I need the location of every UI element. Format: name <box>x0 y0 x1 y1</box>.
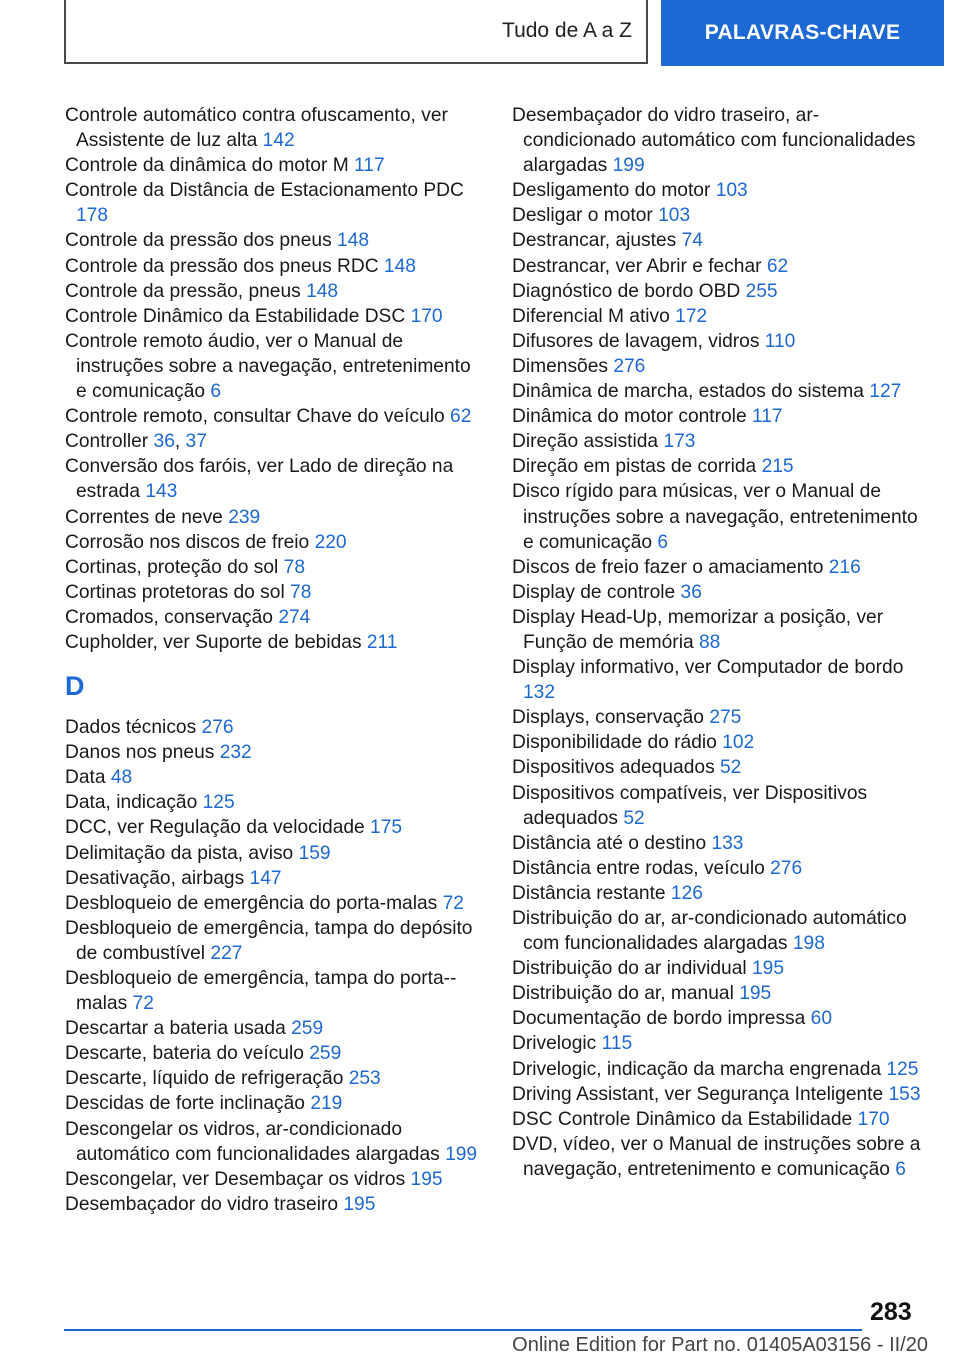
page-link[interactable]: 170 <box>410 305 443 327</box>
page-link[interactable]: 126 <box>670 882 703 904</box>
page-link[interactable]: 159 <box>298 842 331 864</box>
index-entry <box>65 1041 485 1066</box>
index-term: Descarte, líquido de refrigeração <box>65 1068 344 1090</box>
index-term: Displays, conservação <box>512 707 704 729</box>
page-link[interactable]: 253 <box>348 1068 381 1090</box>
header-section-label: Tudo de A a Z <box>502 19 632 42</box>
index-term: Desligar o motor <box>512 205 653 227</box>
page-link[interactable]: 276 <box>613 355 646 377</box>
index-column-left <box>65 103 485 1217</box>
index-term: Danos nos pneus <box>65 742 215 764</box>
index-entry <box>512 1132 932 1182</box>
index-term: Controle da Distância de Estacionamento PDC <box>65 180 464 202</box>
index-entry <box>512 1031 932 1056</box>
index-term: Desembaçador do vidro traseiro <box>65 1193 339 1215</box>
index-entry <box>65 916 485 966</box>
index-entry <box>65 1192 485 1217</box>
page-link[interactable]: 276 <box>770 857 803 879</box>
index-term: Descidas de forte inclinação <box>65 1093 305 1115</box>
page-link[interactable]: 178 <box>76 205 109 227</box>
index-term: Desbloqueio de emergência do porta-malas <box>65 892 438 914</box>
page-link[interactable]: 211 <box>366 631 398 653</box>
index-term: Controle Dinâmico da Estabilidade DSC <box>65 305 406 327</box>
index-entry <box>512 755 932 780</box>
page-link[interactable]: 72 <box>132 993 154 1015</box>
index-entry <box>512 228 932 253</box>
index-entry <box>65 254 485 279</box>
index-entry <box>512 981 932 1006</box>
index-term: Desbloqueio de emergência, tampa do depósito de combustível <box>65 917 473 964</box>
index-term: Controller <box>65 431 149 453</box>
page-link[interactable]: 36 <box>680 581 702 603</box>
page-link[interactable]: 259 <box>291 1018 324 1040</box>
index-term: Display informativo, ver Computador de bordo <box>512 657 904 679</box>
index-term: Correntes de neve <box>65 506 223 528</box>
page-link[interactable]: 143 <box>145 481 178 503</box>
index-term: Controle da pressão, pneus <box>65 280 301 302</box>
index-term: Controle da dinâmica do motor M <box>65 155 349 177</box>
index-entry <box>512 605 932 655</box>
index-term: Cromados, conservação <box>65 606 273 628</box>
page-link[interactable]: 6 <box>657 531 669 553</box>
index-term: Dinâmica de marcha, estados do sistema <box>512 381 864 403</box>
index-entry <box>512 354 932 379</box>
index-entry <box>512 906 932 956</box>
page-link[interactable]: 259 <box>309 1043 342 1065</box>
index-entry <box>65 1091 485 1116</box>
page-link[interactable]: 36 <box>153 431 175 453</box>
index-entry <box>512 1082 932 1107</box>
index-entry <box>65 103 485 153</box>
index-term: Dados técnicos <box>65 717 197 739</box>
page-link[interactable]: 175 <box>370 817 403 839</box>
index-term: Difusores de lavagem, vidros <box>512 330 760 352</box>
page-link[interactable]: 133 <box>711 832 744 854</box>
page-link[interactable]: 74 <box>681 230 703 252</box>
page-number: 283 <box>870 1298 912 1326</box>
keywords-tab-label: PALAVRAS-CHAVE <box>704 21 901 44</box>
index-entry <box>65 765 485 790</box>
index-term: Distância até o destino <box>512 832 707 854</box>
index-term: Dispositivos adequados <box>512 757 715 779</box>
index-term: Delimitação da pista, aviso <box>65 842 294 864</box>
index-term: DVD, vídeo, ver o Manual de instruções sobre a navegação, entretenimento e comunicação <box>512 1133 921 1180</box>
index-term: Disponibilidade do rádio <box>512 732 717 754</box>
index-term: Destrancar, ver Abrir e fechar <box>512 255 762 277</box>
page-link[interactable]: 6 <box>210 381 222 403</box>
index-term: Controle da pressão dos pneus <box>65 230 332 252</box>
index-entry <box>512 956 932 981</box>
page-link[interactable]: 142 <box>262 130 295 152</box>
index-entry <box>512 203 932 228</box>
index-entry <box>65 555 485 580</box>
page-link[interactable]: 170 <box>857 1108 890 1130</box>
index-term: Distância restante <box>512 882 666 904</box>
index-entry <box>65 740 485 765</box>
page-link[interactable]: 215 <box>761 456 794 478</box>
index-term: DCC, ver Regulação da velocidade <box>65 817 365 839</box>
page-link[interactable]: 198 <box>792 933 825 955</box>
page-link[interactable]: 199 <box>445 1143 478 1165</box>
keywords-tab[interactable] <box>661 0 944 66</box>
index-term: Documentação de bordo impressa <box>512 1008 806 1030</box>
page-link[interactable]: 227 <box>210 942 243 964</box>
index-term: Corrosão nos discos de freio <box>65 531 310 553</box>
index-term: Descongelar os vidros, ar-condicionado automático com funcionalidades alargadas <box>65 1118 440 1165</box>
index-term: Controle remoto, consultar Chave do veículo <box>65 406 445 428</box>
index-entry <box>512 329 932 354</box>
page-link[interactable]: 125 <box>202 792 235 814</box>
page-link[interactable]: 232 <box>219 742 252 764</box>
index-list-d <box>65 715 485 1217</box>
section-letter-d: D <box>65 671 85 702</box>
index-entry: Controller 36, 37 <box>65 431 207 453</box>
index-entry <box>512 705 932 730</box>
index-term: Desbloqueio de emergência, tampa do porta--malas <box>65 968 457 1015</box>
page-link[interactable]: 102 <box>722 732 755 754</box>
index-entry <box>65 329 485 404</box>
page-link[interactable]: 275 <box>709 707 742 729</box>
index-term: Controle remoto áudio, ver o Manual de instruções sobre a navegação, entretenimento e comunicação <box>65 330 471 403</box>
index-entry <box>65 279 485 304</box>
index-entry <box>65 1066 485 1091</box>
page-link[interactable]: 115 <box>601 1033 633 1055</box>
index-column-right <box>512 103 932 1182</box>
index-entry <box>65 505 485 530</box>
page-link[interactable]: 216 <box>828 556 861 578</box>
index-term: Display de controle <box>512 581 676 603</box>
page-link[interactable]: 153 <box>888 1083 921 1105</box>
index-entry <box>512 429 932 454</box>
page-link[interactable]: 117 <box>751 406 783 428</box>
page-link[interactable]: 172 <box>675 305 708 327</box>
index-entry <box>65 178 485 228</box>
index-term: Data <box>65 767 106 789</box>
index-entry <box>65 841 485 866</box>
index-term: Descongelar, ver Desembaçar os vidros <box>65 1168 406 1190</box>
index-term: Descarte, bateria do veículo <box>65 1043 304 1065</box>
index-entry <box>65 866 485 891</box>
index-entry <box>512 881 932 906</box>
index-entry <box>512 103 932 178</box>
index-entry <box>512 304 932 329</box>
page-link[interactable]: 37 <box>185 431 207 453</box>
index-term: Destrancar, ajustes <box>512 230 677 252</box>
index-term: Data, indicação <box>65 792 198 814</box>
index-entry <box>512 404 932 429</box>
page-link[interactable]: 219 <box>310 1093 343 1115</box>
footer-edition: Online Edition for Part no. 01405A03156 - II/20 <box>512 1334 928 1356</box>
index-term: Driving Assistant, ver Segurança Inteligente <box>512 1083 884 1105</box>
index-term: Diagnóstico de bordo OBD <box>512 280 741 302</box>
page-link[interactable]: 147 <box>249 867 282 889</box>
page-link[interactable]: 103 <box>658 205 691 227</box>
index-term: Desativação, airbags <box>65 867 245 889</box>
header-section-title <box>64 0 648 64</box>
index-entry <box>65 454 485 504</box>
index-entry <box>512 1006 932 1031</box>
index-entry <box>512 1057 932 1082</box>
index-term: Conversão dos faróis, ver Lado de direção na estrada <box>65 456 454 503</box>
page-link[interactable]: 195 <box>751 958 784 980</box>
page-link[interactable]: 127 <box>869 381 902 403</box>
index-term: Controle da pressão dos pneus RDC <box>65 255 379 277</box>
index-entry <box>65 1167 485 1192</box>
index-entry <box>65 580 485 605</box>
page-link[interactable]: 274 <box>278 606 311 628</box>
index-entry <box>512 781 932 831</box>
index-term: Diferencial M ativo <box>512 305 670 327</box>
index-list-d-continued <box>512 103 932 1182</box>
index-entry <box>65 404 485 429</box>
page-link[interactable]: 195 <box>410 1168 443 1190</box>
index-entry <box>65 228 485 253</box>
index-term: Display Head-Up, memorizar a posição, ver Função de memória <box>512 606 884 653</box>
index-term: Distribuição do ar individual <box>512 958 747 980</box>
index-entry <box>512 730 932 755</box>
index-entry <box>512 178 932 203</box>
page-link[interactable]: 148 <box>306 280 339 302</box>
index-entry <box>65 715 485 740</box>
page-link[interactable]: 148 <box>337 230 370 252</box>
index-term: Descartar a bateria usada <box>65 1018 286 1040</box>
page-link[interactable]: 110 <box>764 330 796 352</box>
index-term: Dimensões <box>512 355 608 377</box>
index-term: Drivelogic <box>512 1033 597 1055</box>
index-entry <box>512 856 932 881</box>
index-entry <box>65 630 485 655</box>
index-term: Dispositivos compatíveis, ver Dispositivos adequados <box>512 782 868 829</box>
index-list-c <box>65 103 485 655</box>
index-entry <box>512 279 932 304</box>
page-link[interactable]: 72 <box>442 892 464 914</box>
page-link[interactable]: 62 <box>766 255 789 277</box>
index-term: Cortinas protetoras do sol <box>65 581 285 603</box>
index-entry <box>512 479 932 554</box>
index-entry <box>512 655 932 705</box>
index-entry <box>65 304 485 329</box>
index-entry <box>65 153 485 178</box>
index-term: Desligamento do motor <box>512 180 711 202</box>
page-link[interactable]: 62 <box>450 406 472 428</box>
page-link[interactable]: 255 <box>745 280 778 302</box>
page-link[interactable]: 78 <box>283 556 305 578</box>
index-entry <box>65 891 485 916</box>
page-link[interactable]: 220 <box>314 531 347 553</box>
page-link[interactable]: 199 <box>612 155 645 177</box>
index-term: Desembaçador do vidro traseiro, ar-condicionado automático com funcionalidades alargadas <box>512 105 916 177</box>
index-term: DSC Controle Dinâmico da Estabilidade <box>512 1108 853 1130</box>
page-link[interactable]: 52 <box>623 807 645 829</box>
index-term: Controle automático contra ofuscamento, ver Assistente de luz alta <box>65 105 448 152</box>
index-term: Direção em pistas de corrida <box>512 456 757 478</box>
page-link[interactable]: 48 <box>110 767 133 789</box>
index-term: Distância entre rodas, veículo <box>512 857 765 879</box>
page-link[interactable]: 60 <box>810 1008 832 1030</box>
page-link[interactable]: 6 <box>895 1158 906 1180</box>
page-link[interactable]: 78 <box>290 581 312 603</box>
index-term: Direção assistida <box>512 431 659 453</box>
index-entry <box>512 454 932 479</box>
index-term: Distribuição do ar, manual <box>512 983 734 1005</box>
page-link[interactable]: 52 <box>720 757 742 779</box>
index-entry <box>65 966 485 1016</box>
index-entry <box>512 1107 932 1132</box>
index-entry <box>65 1117 485 1167</box>
footer-divider <box>64 1329 862 1331</box>
page-link[interactable]: 195 <box>739 983 772 1005</box>
page-link[interactable]: 276 <box>201 717 234 739</box>
page-link[interactable]: 195 <box>343 1193 376 1215</box>
index-term: Drivelogic, indicação da marcha engrenada <box>512 1058 882 1080</box>
index-entry <box>512 254 932 279</box>
index-term: Cortinas, proteção do sol <box>65 556 279 578</box>
index-entry <box>512 831 932 856</box>
index-entry <box>65 815 485 840</box>
page-link[interactable]: 103 <box>715 180 748 202</box>
page-link[interactable]: 117 <box>354 155 385 177</box>
page-link[interactable]: 239 <box>228 506 261 528</box>
index-term: Distribuição do ar, ar-condicionado automático com funcionalidades alargadas <box>512 908 907 955</box>
index-entry <box>512 580 932 605</box>
index-term: Disco rígido para músicas, ver o Manual de instruções sobre a navegação, entretenimento e comunicação <box>512 481 918 553</box>
page-link[interactable]: 125 <box>886 1058 919 1080</box>
index-entry <box>65 1016 485 1041</box>
index-entry <box>65 530 485 555</box>
page-link[interactable]: 148 <box>383 255 416 277</box>
index-term: Discos de freio fazer o amaciamento <box>512 556 824 578</box>
index-term: Cupholder, ver Suporte de bebidas <box>65 631 362 653</box>
index-entry <box>65 605 485 630</box>
index-term: Dinâmica do motor controle <box>512 406 747 428</box>
page-link[interactable]: 132 <box>523 682 556 704</box>
index-entry <box>65 790 485 815</box>
index-entry <box>512 555 932 580</box>
page-link[interactable]: 88 <box>698 631 721 653</box>
index-entry <box>512 379 932 404</box>
page-link[interactable]: 173 <box>663 431 696 453</box>
